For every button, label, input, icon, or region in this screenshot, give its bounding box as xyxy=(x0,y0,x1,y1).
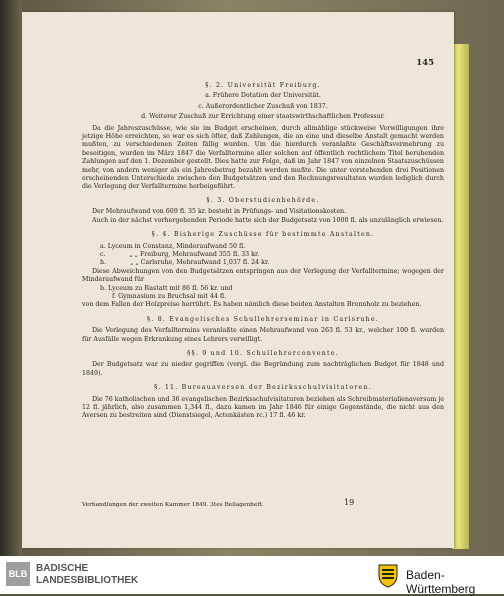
bw-name[interactable]: Baden-Württemberg xyxy=(406,568,476,596)
page-footer xyxy=(82,498,444,509)
paragraph: Auch in der nächst vorhergehenden Periode hatte sich der Budgetsatz von 1000 fl. als unzulänglich erwiesen. xyxy=(92,216,444,224)
list-item-text: „ „ Carlsruhe, Mehraufwand 1,037 fl. 24 kr. xyxy=(130,259,270,267)
list-item-label: c. xyxy=(100,250,106,258)
section-heading: §. 4. Bisherige Zuschüsse für bestimmte Anstalten. xyxy=(151,231,375,239)
list-item: f. Gymnasium zu Bruchsal mit 44 fl. xyxy=(112,292,227,300)
list-item: a. Lyceum in Constanz, Minderaufwand 50 fl. xyxy=(100,242,246,250)
section-heading: §. 11. Bureauaversen der Bezirksschulvisitatoren. xyxy=(154,384,372,392)
section-item: c. Außerordentlicher Zuschuß von 1837. xyxy=(198,102,328,110)
list-item-text: „ „ Freiburg, Mehraufwand 355 fl. 33 kr. xyxy=(129,250,260,258)
blb-line1: BADISCHE xyxy=(36,563,89,574)
book-binding xyxy=(0,0,22,556)
paragraph: Der Mehraufwand von 609 fl. 35 kr. besteht in Prüfungs- und Visitationskosten. xyxy=(92,208,347,216)
document-page xyxy=(22,12,454,548)
paragraph: von dem Fallen der Holzpreise herrührt. Es haben nämlich diese beiden Anstalten Brennholz zu beziehen. xyxy=(82,301,422,309)
footer-source: Verhandlungen der zweiten Kammer 1849. 3tes Beilagenheft. xyxy=(82,502,264,508)
section-heading: §. 2. Universität Freiburg. xyxy=(205,82,321,89)
text-body xyxy=(82,82,444,421)
paragraph: Diese Abweichungen von den Budgetsätzen entspringen aus der Verlegung der Verfalltermine; wogegen der Minderaufwand für xyxy=(82,267,444,284)
list-item xyxy=(82,259,444,267)
section-item: d. Weiterer Zuschuß zur Errichtung einer staatswirthschaftlichen Professur. xyxy=(141,113,385,121)
library-banner xyxy=(0,556,504,594)
list-item-label: h. xyxy=(100,259,107,267)
page-number: 145 xyxy=(416,58,434,68)
paragraph: Die Verlegung des Verfalltermins veranlaßte einen Mehraufwand von 263 fl. 53 kr., welcher 100 fl. wurden für Ausfälle wegen Erkrankung eines Lehrers verwilligt. xyxy=(82,327,444,343)
section-item: a. Frühere Dotation der Universität. xyxy=(205,92,321,100)
paragraph: Die 76 katholischen und 36 evangelischen Bezirksschulvisitaturen beziehen als Schreibmaterialienaversum je 12 fl. jährlich, also zusammen 1,344 fl., dazu kamen im Jahr 1846 für einige Gegenstände, die nicht aus den Aversen zu bestreiten sind (Dienstsiegel, Actenkästen rc.) 17 fl. 46 kr. xyxy=(82,395,445,420)
section-heading: §§. 9 und 10. Schullehrerconvente. xyxy=(187,349,339,357)
blb-logo[interactable]: BLB xyxy=(6,562,30,586)
list-item: b. Lyceum zu Rastatt mit 86 fl. 56 kr. und xyxy=(100,284,233,292)
page-content xyxy=(82,12,444,548)
page-edge-highlight xyxy=(452,44,469,549)
blb-name xyxy=(36,563,138,587)
signature-mark: 19 xyxy=(344,498,355,507)
bw-coat-of-arms-icon xyxy=(376,562,400,588)
list-item xyxy=(82,251,444,259)
paragraph: Da die Jahreszuschüsse, wie sie im Budget erscheinen, durch allmählige stückweise Verwilligungen ihre jetzige Höhe erreichten, so war es sich öfter, daß Zahlungen, die an eine und dieselbe Anstalt gemacht werden mußten, zu verschiedenen Zeiten fällig wurden. Um die hierdurch veranlaßte Geschäftsvermehrung zu beseitigen, wurden im März 1847 die Verfalltermine aller solchen auf öffentlich rechtlichem Titel beruhenden Zahlungen auf den 1. Dezember gestellt. Dies hatte zur Folge, daß im Jahr 1847 von einzelnen Staatszuschüssen mehr, von andern weniger als ein Jahresbetrag bezahlt werden mußte. Die unter vorstehenden drei Positionen erscheinenden Unterschiede zwischen den Budgetsätzen und den Rechnungsresultaten wurden lediglich durch die Verlegung der Verfalltermine herbeigeführt. xyxy=(82,124,444,191)
blb-line2: LANDESBIBLIOTHEK xyxy=(36,575,139,586)
paragraph: Der Budgetsatz war zu nieder gegriffen (vergl. die Begründung zum nachträglichen Budget für 1848 und 1849). xyxy=(82,361,444,377)
section-heading: §. 3. Oberstudienbehörde. xyxy=(206,196,320,204)
section-heading: §. 8. Evangelisches Schullehrerseminar in Carlsruhe. xyxy=(146,315,380,323)
